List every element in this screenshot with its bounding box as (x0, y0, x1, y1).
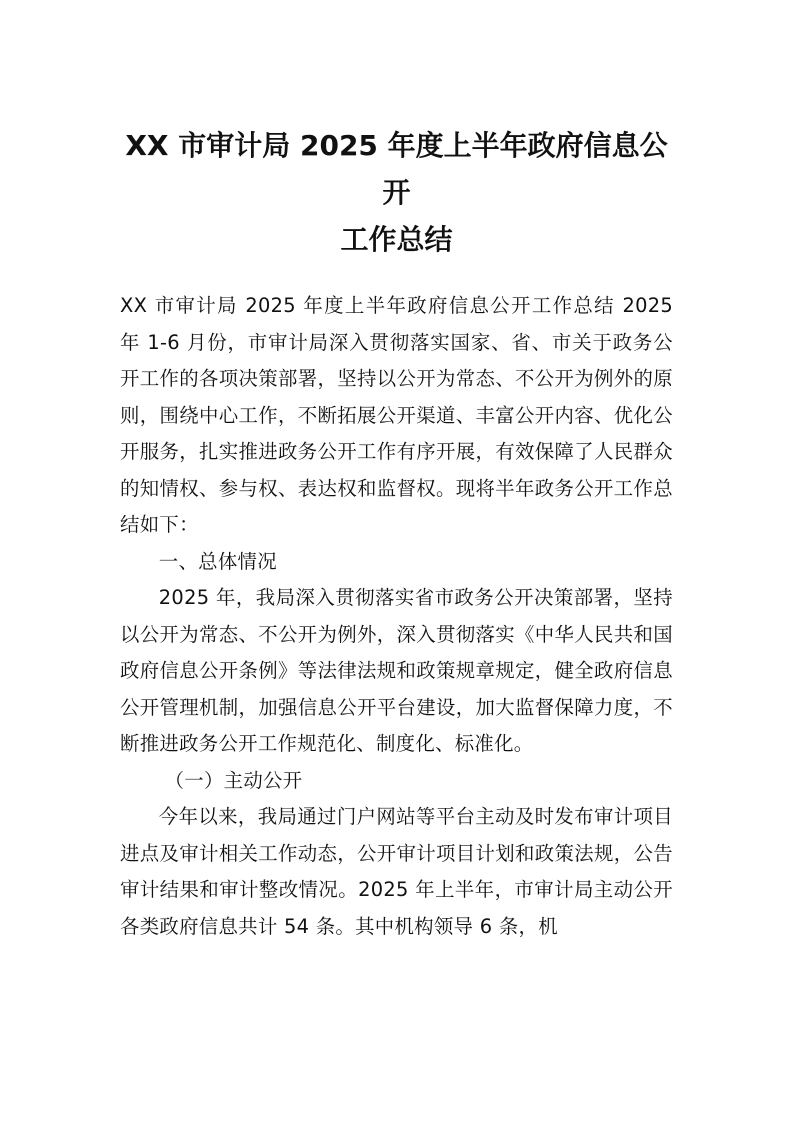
document-title (120, 122, 673, 263)
intro-paragraph: XX 市审计局 2025 年度上半年政府信息公开工作总结 2025 年 1-6 月份，市审计局深入贯彻落实国家、省、市关于政务公开工作的各项决策部署，坚持以公开为常态、不公开为例外的原则，围绕中心工作，不断拓展公开渠道、丰富公开内容、优化公开服务，扎实推进政务公开工作有序开展，有效保障了人民群众的知情权、参与权、表达权和监督权。现将半年政务公开工作总结如下： (120, 294, 673, 536)
title-line-2: 工作总结 (340, 223, 453, 256)
proactive-disclosure-paragraph: 今年以来，我局通过门户网站等平台主动及时发布审计项目进点及审计相关工作动态，公开审计项目计划和政策法规，公告审计结果和审计整改情况。2025 年上半年，市审计局主动公开各类政府信息共计 54 条。其中机构领导 6 条，机 (120, 805, 673, 938)
document-body (120, 288, 673, 945)
title-line-1: XX 市审计局 2025 年度上半年政府信息公开 (125, 129, 668, 209)
subsection-heading-proactive-disclosure: （一）主动公开 (164, 768, 303, 792)
overview-paragraph: 2025 年，我局深入贯彻落实省市政务公开决策部署，坚持以公开为常态、不公开为例外，深入贯彻落实《中华人民共和国政府信息公开条例》等法律法规和政策规章规定，健全政府信息公开管理机制，加强信息公开平台建设，加大监督保障力度，不断推进政务公开工作规范化、制度化、标准化。 (120, 586, 673, 755)
document-page (120, 122, 673, 945)
section-heading-overview: 一、总体情况 (158, 549, 277, 573)
